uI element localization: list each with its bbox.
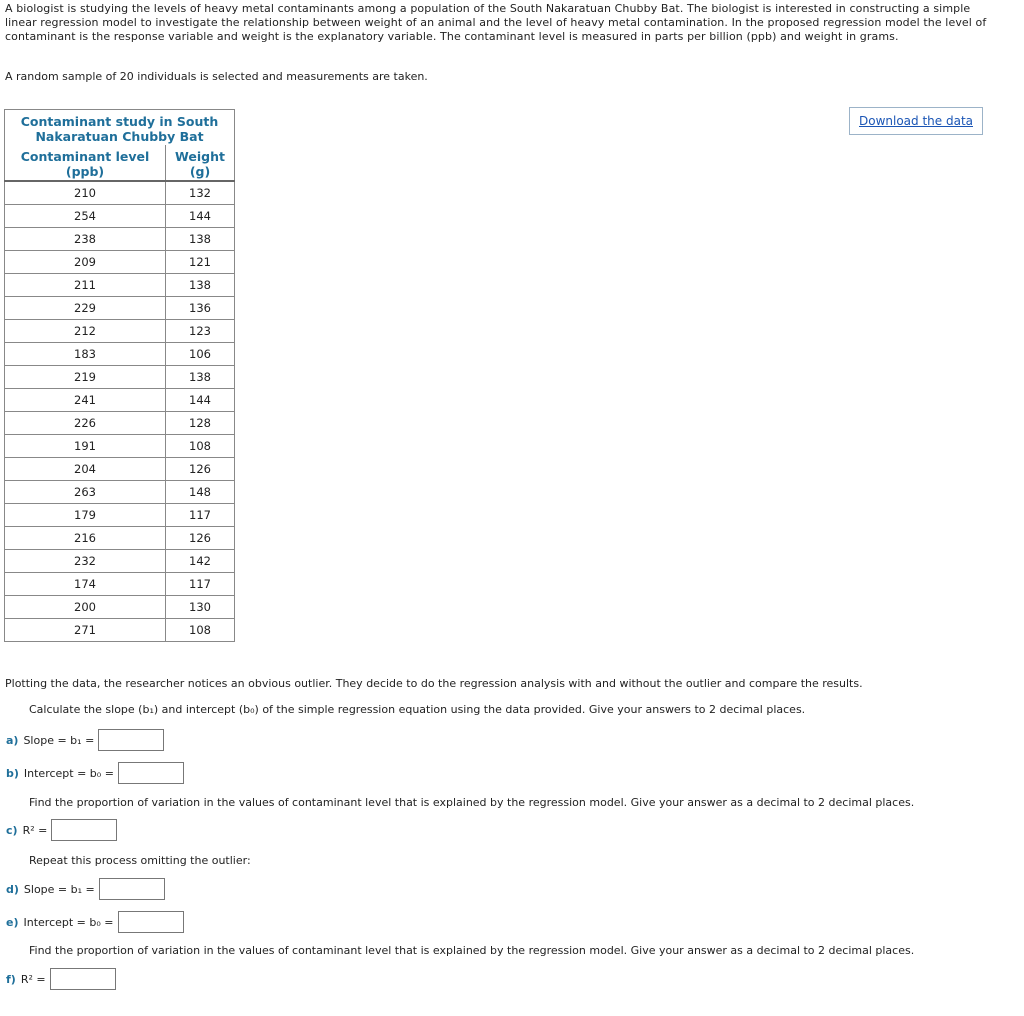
weight-cell: 142 [166, 550, 235, 573]
weight-cell: 144 [166, 205, 235, 228]
question-label: Intercept = b₀ = [23, 915, 114, 929]
contaminant-cell: 254 [5, 205, 166, 228]
table-row [5, 619, 235, 642]
table-body [5, 181, 235, 642]
weight-cell: 138 [166, 274, 235, 297]
weight-cell: 117 [166, 573, 235, 596]
table-row [5, 181, 235, 205]
table-row [5, 435, 235, 458]
problem-intro: A biologist is studying the levels of heavy metal contaminants among a population of the South Nakaratuan Chubby Bat. The biologist is interested in constructing a simple linear regression model to investigate the relationship between weight of an animal and the level of heavy metal contamination. In the proposed regression model the level of contaminant is the response variable and weight is the explanatory variable. The contaminant level is measured in parts per billion (ppb) and weight in grams. [5, 2, 987, 43]
table-row [5, 228, 235, 251]
table-row [5, 389, 235, 412]
table-row [5, 412, 235, 435]
slope-input-d[interactable] [99, 878, 165, 900]
table-row [5, 343, 235, 366]
table-caption: Contaminant study in South Nakaratuan Chubby Bat [5, 110, 235, 146]
table-row [5, 251, 235, 274]
weight-cell: 126 [166, 527, 235, 550]
weight-cell: 138 [166, 366, 235, 389]
question-letter: a) [6, 733, 19, 747]
weight-cell: 128 [166, 412, 235, 435]
data-table [4, 109, 235, 642]
question-letter: d) [6, 882, 19, 896]
contaminant-cell: 271 [5, 619, 166, 642]
contaminant-cell: 210 [5, 181, 166, 205]
weight-cell: 108 [166, 435, 235, 458]
contaminant-cell: 179 [5, 504, 166, 527]
weight-cell: 138 [166, 228, 235, 251]
r-squared-input-f[interactable] [50, 968, 116, 990]
table-row [5, 366, 235, 389]
weight-cell: 123 [166, 320, 235, 343]
table-row [5, 550, 235, 573]
question-d [6, 878, 165, 900]
slope-input-a[interactable] [98, 729, 164, 751]
weight-cell: 117 [166, 504, 235, 527]
contaminant-cell: 191 [5, 435, 166, 458]
contaminant-cell: 183 [5, 343, 166, 366]
contaminant-cell: 212 [5, 320, 166, 343]
weight-cell: 108 [166, 619, 235, 642]
question-label: R² = [22, 823, 48, 837]
weight-cell: 126 [166, 458, 235, 481]
question-label: R² = [20, 972, 46, 986]
contaminant-cell: 232 [5, 550, 166, 573]
contaminant-cell: 229 [5, 297, 166, 320]
weight-cell: 121 [166, 251, 235, 274]
question-label: Slope = b₁ = [23, 733, 95, 747]
weight-cell: 106 [166, 343, 235, 366]
question-label: Slope = b₁ = [23, 882, 95, 896]
question-f [6, 968, 116, 990]
question-a [6, 729, 164, 751]
question-c [6, 819, 117, 841]
contaminant-cell: 226 [5, 412, 166, 435]
r-squared-input-c[interactable] [51, 819, 117, 841]
question-label: Intercept = b₀ = [23, 766, 114, 780]
proportion-instruction-2: Find the proportion of variation in the values of contaminant level that is explained by the regression model. Give your answer as a decimal to 2 decimal places. [29, 944, 915, 957]
contaminant-cell: 204 [5, 458, 166, 481]
table-row [5, 504, 235, 527]
contaminant-cell: 238 [5, 228, 166, 251]
question-letter: f) [6, 972, 16, 986]
table-row [5, 205, 235, 228]
table-row [5, 274, 235, 297]
intercept-input-e[interactable] [118, 911, 184, 933]
question-letter: b) [6, 766, 19, 780]
contaminant-cell: 211 [5, 274, 166, 297]
contaminant-cell: 219 [5, 366, 166, 389]
weight-cell: 148 [166, 481, 235, 504]
weight-cell: 144 [166, 389, 235, 412]
question-b [6, 762, 184, 784]
table-row [5, 297, 235, 320]
column-header-contaminant: Contaminant level (ppb) [5, 145, 166, 181]
proportion-instruction-1: Find the proportion of variation in the values of contaminant level that is explained by the regression model. Give your answer as a decimal to 2 decimal places. [29, 796, 915, 809]
table-row [5, 481, 235, 504]
question-letter: c) [6, 823, 18, 837]
contaminant-cell: 174 [5, 573, 166, 596]
table-row [5, 596, 235, 619]
table-row [5, 458, 235, 481]
weight-cell: 130 [166, 596, 235, 619]
contaminant-cell: 209 [5, 251, 166, 274]
question-letter: e) [6, 915, 19, 929]
table-row [5, 527, 235, 550]
table-row [5, 320, 235, 343]
question-e [6, 911, 184, 933]
outlier-statement: Plotting the data, the researcher notices an obvious outlier. They decide to do the regression analysis with and without the outlier and compare the results. [5, 677, 863, 690]
contaminant-cell: 241 [5, 389, 166, 412]
calc-instruction: Calculate the slope (b₁) and intercept (b₀) of the simple regression equation using the data provided. Give your answers to 2 decimal places. [29, 703, 806, 716]
weight-cell: 132 [166, 181, 235, 205]
download-data-link[interactable]: Download the data [849, 107, 983, 135]
repeat-instruction: Repeat this process omitting the outlier: [29, 854, 251, 867]
contaminant-cell: 216 [5, 527, 166, 550]
intercept-input-b[interactable] [118, 762, 184, 784]
weight-cell: 136 [166, 297, 235, 320]
sample-statement: A random sample of 20 individuals is selected and measurements are taken. [5, 70, 428, 83]
contaminant-cell: 263 [5, 481, 166, 504]
table-row [5, 573, 235, 596]
contaminant-cell: 200 [5, 596, 166, 619]
column-header-weight: Weight (g) [166, 145, 235, 181]
